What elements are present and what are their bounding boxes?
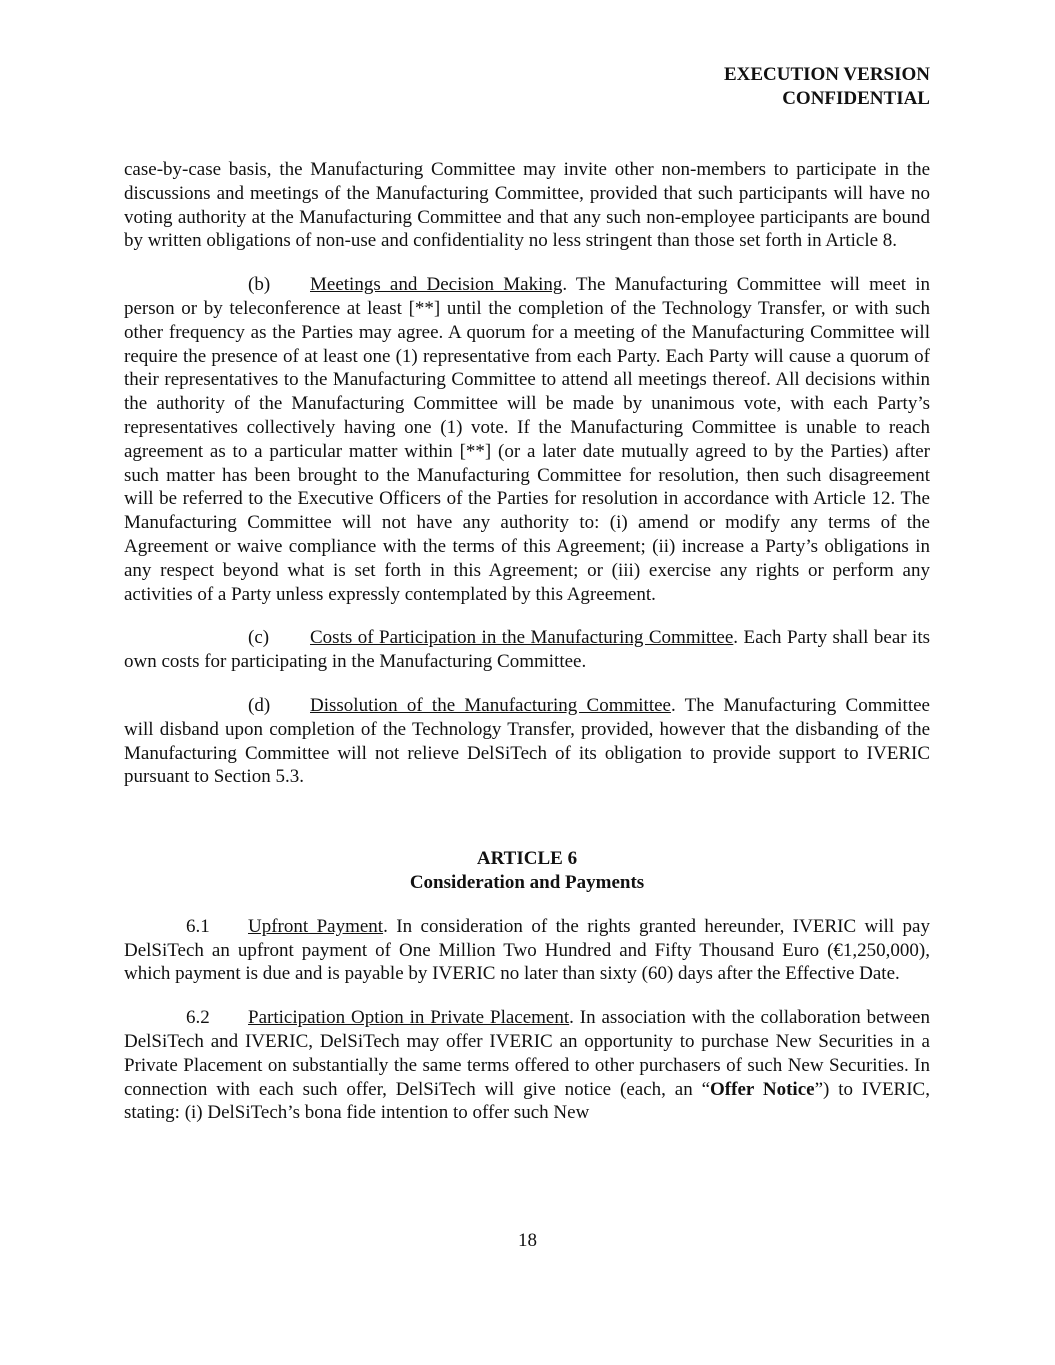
section-6-2-text-after: ”) to IVERIC, stating: (i) DelSiTech’s bona fide intention to offer such New <box>124 1078 930 1124</box>
paragraph-d-title: Dissolution of the Manufacturing Committee <box>310 694 671 716</box>
paragraph-c-text: . Each Party shall bear its own costs for participating in the Manufacturing Committee. <box>124 627 930 673</box>
section-6-1-title: Upfront Payment <box>248 915 384 937</box>
paragraph-d-label: (d) <box>248 694 271 716</box>
header-execution-version: EXECUTION VERSION <box>723 64 930 85</box>
section-6-1 <box>124 915 930 986</box>
paragraph-c <box>124 626 930 674</box>
section-6-1-text: . In consideration of the rights granted hereunder, IVERIC will pay DelSiTech an upfront payment of One Million Two Hundred and Fifty Thousand Euro (€1,250,000), which payment is due and is payable by IVERIC no later than sixty (60) days after the Effective Date. <box>124 915 930 985</box>
header-confidential: CONFIDENTIAL <box>782 88 930 109</box>
article-title: Consideration and Payments <box>409 871 645 893</box>
section-6-2 <box>124 1006 930 1125</box>
paragraph-continuation: case-by-case basis, the Manufacturing Committee may invite other non-members to participate in the discussions and meetings of the Manufacturing Committee, provided that such participants will have no voting authority at the Manufacturing Committee and that any such non-employee participants are bound by written obligations of non-use and confidentiality no less stringent than those set forth in Article 8. <box>124 159 930 252</box>
section-6-2-defined-term: Offer Notice <box>710 1078 815 1100</box>
paragraph-d-text: . The Manufacturing Committee will disband upon completion of the Technology Transfer, provided, however that the disbanding of the Manufacturing Committee will not relieve DelSiTech of its obligation to provide support to IVERIC pursuant to Section 5.3. <box>124 694 930 788</box>
section-6-2-title: Participation Option in Private Placement <box>248 1007 570 1029</box>
paragraph-b-text: . The Manufacturing Committee will meet in person or by teleconference at least [**] until the completion of the Technology Transfer, or with such other frequency as the Parties may agree. A quorum for a meeting of the Manufacturing Committee will require the presence of at least one (1) representative from each Party. Each Party will cause a quorum of their representatives to the Manufacturing Committee to attend all meetings thereof. All decisions within the authority of the Manufacturing Committee will be made by unanimous vote, with each Party’s representatives collectively having one (1) vote. If the Manufacturing Committee is unable to reach agreement as to a particular matter within [**] (or a later date mutually agreed to by the Parties) after such matter has been brought to the Manufacturing Committee for resolution, then such disagreement will be referred to the Executive Officers of the Parties for resolution in accordance with Article 12. The Manufacturing Committee will not have any authority to: (i) amend or modify any terms of the Agreement or waive compliance with the terms of this Agreement; (ii) increase a Party’s obligations in any respect beyond what is set forth in this Agreement; or (iii) exercise any rights or perform any activities of a Party unless expressly contemplated by this Agreement. <box>124 274 930 605</box>
section-6-1-number: 6.1 <box>186 915 210 937</box>
section-6-2-number: 6.2 <box>186 1007 210 1029</box>
document-header <box>724 63 930 111</box>
paragraph-c-title: Costs of Participation in the Manufacturing Committee <box>310 627 734 649</box>
section-6-2-text-before: . In association with the collaboration between DelSiTech and IVERIC, DelSiTech may offer IVERIC an opportunity to purchase New Securities in a Private Placement on substantially the same terms offered to other purchasers of such New Securities. In connection with each such offer, DelSiTech will give notice (each, an “ <box>124 1007 930 1100</box>
page-number: 18 <box>518 1230 537 1251</box>
article-number: ARTICLE 6 <box>476 848 578 870</box>
document-body <box>124 158 930 1125</box>
paragraph-b-title: Meetings and Decision Making <box>310 274 563 296</box>
article-heading <box>124 847 930 895</box>
paragraph-b-label: (b) <box>248 274 271 296</box>
paragraph-c-label: (c) <box>248 627 270 649</box>
paragraph-d <box>124 694 930 789</box>
paragraph-b <box>124 273 930 606</box>
